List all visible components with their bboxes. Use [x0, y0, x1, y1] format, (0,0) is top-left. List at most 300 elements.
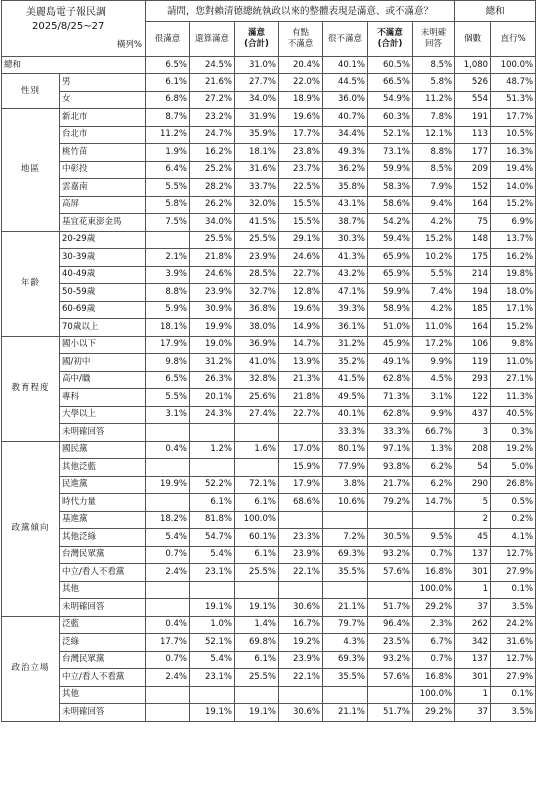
- poll-crosstab-table: [1, 0, 536, 722]
- value-cell: 122: [455, 389, 491, 407]
- value-cell: 36.0%: [323, 91, 368, 109]
- value-cell: 19.1%: [235, 599, 279, 617]
- value-cell: 7.4%: [413, 284, 455, 302]
- value-cell: 15.2%: [491, 319, 536, 337]
- value-cell: 12.7%: [491, 546, 536, 564]
- table-row: [2, 231, 536, 249]
- value-cell: 11.2%: [413, 91, 455, 109]
- row-label: 台灣民眾黨: [60, 651, 146, 669]
- row-label: 泛綠: [60, 634, 146, 652]
- value-cell: 3.5%: [491, 599, 536, 617]
- value-cell: 27.1%: [491, 371, 536, 389]
- value-cell: 301: [455, 564, 491, 582]
- value-cell: 191: [455, 109, 491, 127]
- column-header: 滿意 (合計): [235, 22, 279, 57]
- value-cell: 137: [455, 546, 491, 564]
- value-cell: 15.2%: [491, 196, 536, 214]
- value-cell: 30.5%: [368, 529, 413, 547]
- value-cell: 6.4%: [146, 161, 190, 179]
- value-cell: 25.6%: [235, 389, 279, 407]
- value-cell: 19.1%: [190, 599, 235, 617]
- value-cell: 39.3%: [323, 301, 368, 319]
- value-cell: [279, 511, 323, 529]
- value-cell: 21.7%: [368, 476, 413, 494]
- value-cell: 22.1%: [279, 564, 323, 582]
- value-cell: 41.5%: [323, 371, 368, 389]
- value-cell: 93.8%: [368, 459, 413, 477]
- value-cell: 19.9%: [190, 319, 235, 337]
- value-cell: 6.5%: [146, 371, 190, 389]
- value-cell: 97.1%: [368, 441, 413, 459]
- value-cell: 31.9%: [235, 109, 279, 127]
- value-cell: 25.5%: [235, 669, 279, 687]
- value-cell: 35.5%: [323, 564, 368, 582]
- value-cell: 12.1%: [413, 126, 455, 144]
- value-cell: 1.2%: [190, 441, 235, 459]
- value-cell: 17.9%: [279, 476, 323, 494]
- column-header: 直行%: [491, 22, 536, 57]
- value-cell: 214: [455, 266, 491, 284]
- value-cell: 14.9%: [279, 319, 323, 337]
- value-cell: 0.1%: [491, 581, 536, 599]
- value-cell: [190, 424, 235, 442]
- value-cell: 24.5%: [190, 57, 235, 74]
- title-line1: 美麗島電子報民調: [26, 7, 106, 18]
- value-cell: 27.9%: [491, 669, 536, 687]
- value-cell: 30.6%: [279, 599, 323, 617]
- value-cell: 19.6%: [279, 301, 323, 319]
- value-cell: 14.7%: [279, 336, 323, 354]
- value-cell: 2: [455, 511, 491, 529]
- value-cell: [413, 511, 455, 529]
- value-cell: 17.0%: [279, 441, 323, 459]
- value-cell: 11.0%: [413, 319, 455, 337]
- value-cell: [146, 424, 190, 442]
- column-header: 有點 不滿意: [279, 22, 323, 57]
- value-cell: [190, 686, 235, 704]
- value-cell: 54.7%: [190, 529, 235, 547]
- value-cell: 21.6%: [190, 74, 235, 92]
- column-header: 個數: [455, 22, 491, 57]
- value-cell: 4.1%: [491, 529, 536, 547]
- value-cell: 8.8%: [413, 144, 455, 162]
- value-cell: 58.6%: [368, 196, 413, 214]
- value-cell: 6.2%: [413, 459, 455, 477]
- value-cell: 100.0%: [413, 581, 455, 599]
- value-cell: 0.5%: [491, 494, 536, 512]
- value-cell: 66.5%: [368, 74, 413, 92]
- table-row: [2, 74, 536, 92]
- value-cell: 21.3%: [279, 371, 323, 389]
- value-cell: 29.2%: [413, 599, 455, 617]
- value-cell: 8.8%: [146, 284, 190, 302]
- value-cell: 51.7%: [368, 599, 413, 617]
- value-cell: 11.0%: [491, 354, 536, 372]
- row-label: 時代力量: [60, 494, 146, 512]
- value-cell: 23.7%: [279, 161, 323, 179]
- table-row: [2, 476, 536, 494]
- row-label: 專科: [60, 389, 146, 407]
- value-cell: 16.2%: [491, 249, 536, 267]
- row-label: 大學以上: [60, 406, 146, 424]
- value-cell: 164: [455, 319, 491, 337]
- value-cell: 26.8%: [491, 476, 536, 494]
- value-cell: 6.2%: [413, 476, 455, 494]
- table-row: [2, 266, 536, 284]
- value-cell: 16.7%: [279, 616, 323, 634]
- value-cell: 1: [455, 581, 491, 599]
- title-line2: 2025/8/25~27: [32, 21, 105, 32]
- value-cell: [146, 686, 190, 704]
- table-row: [2, 126, 536, 144]
- value-cell: 5.5%: [413, 266, 455, 284]
- value-cell: 32.8%: [235, 371, 279, 389]
- value-cell: 33.3%: [323, 424, 368, 442]
- value-cell: 52.1%: [190, 634, 235, 652]
- value-cell: [235, 581, 279, 599]
- value-cell: 175: [455, 249, 491, 267]
- row-label: 桃竹苗: [60, 144, 146, 162]
- row-label: 台灣民眾黨: [60, 546, 146, 564]
- value-cell: 13.7%: [491, 231, 536, 249]
- value-cell: 30.6%: [279, 704, 323, 722]
- value-cell: 34.4%: [323, 126, 368, 144]
- value-cell: 10.2%: [413, 249, 455, 267]
- value-cell: 31.2%: [190, 354, 235, 372]
- column-header: 未明確 回答: [413, 22, 455, 57]
- value-cell: 24.6%: [279, 249, 323, 267]
- value-cell: 93.2%: [368, 651, 413, 669]
- value-cell: 293: [455, 371, 491, 389]
- value-cell: 71.3%: [368, 389, 413, 407]
- value-cell: 22.7%: [279, 406, 323, 424]
- value-cell: 6.7%: [413, 634, 455, 652]
- table-row: [2, 179, 536, 197]
- value-cell: 81.8%: [190, 511, 235, 529]
- value-cell: 16.8%: [413, 669, 455, 687]
- value-cell: 208: [455, 441, 491, 459]
- value-cell: 48.7%: [491, 74, 536, 92]
- value-cell: 62.8%: [368, 406, 413, 424]
- value-cell: 32.7%: [235, 284, 279, 302]
- table-row: [2, 284, 536, 302]
- value-cell: 19.2%: [491, 441, 536, 459]
- value-cell: 0.7%: [413, 546, 455, 564]
- value-cell: 290: [455, 476, 491, 494]
- value-cell: 15.9%: [279, 459, 323, 477]
- table-row: [2, 494, 536, 512]
- row-label: 中彰投: [60, 161, 146, 179]
- value-cell: 17.7%: [279, 126, 323, 144]
- value-cell: 36.8%: [235, 301, 279, 319]
- value-cell: 4.3%: [323, 634, 368, 652]
- value-cell: 59.9%: [368, 284, 413, 302]
- table-row: [2, 406, 536, 424]
- value-cell: 4.2%: [413, 214, 455, 232]
- value-cell: 27.4%: [235, 406, 279, 424]
- value-cell: 1.6%: [235, 441, 279, 459]
- value-cell: 7.9%: [413, 179, 455, 197]
- row-label: 女: [60, 91, 146, 109]
- value-cell: 22.7%: [279, 266, 323, 284]
- value-cell: 23.1%: [190, 564, 235, 582]
- value-cell: 6.5%: [146, 57, 190, 74]
- value-cell: 4.5%: [413, 371, 455, 389]
- value-cell: 6.8%: [146, 91, 190, 109]
- value-cell: [146, 459, 190, 477]
- value-cell: 0.4%: [146, 616, 190, 634]
- value-cell: 194: [455, 284, 491, 302]
- value-cell: 44.5%: [323, 74, 368, 92]
- row-label: 其他: [60, 686, 146, 704]
- table-row: [2, 214, 536, 232]
- value-cell: 23.9%: [190, 284, 235, 302]
- value-cell: 0.7%: [146, 546, 190, 564]
- value-cell: 54: [455, 459, 491, 477]
- table-row: [2, 161, 536, 179]
- value-cell: 1.9%: [146, 144, 190, 162]
- value-cell: 26.3%: [190, 371, 235, 389]
- value-cell: 106: [455, 336, 491, 354]
- value-cell: 26.2%: [190, 196, 235, 214]
- value-cell: 16.8%: [413, 564, 455, 582]
- column-header: 很不滿意: [323, 22, 368, 57]
- row-label: 50-59歲: [60, 284, 146, 302]
- value-cell: 0.4%: [146, 441, 190, 459]
- value-cell: 100.0%: [235, 511, 279, 529]
- table-row: [2, 91, 536, 109]
- table-row: [2, 424, 536, 442]
- value-cell: [235, 424, 279, 442]
- value-cell: 6.1%: [235, 546, 279, 564]
- value-cell: 437: [455, 406, 491, 424]
- value-cell: 21.8%: [190, 249, 235, 267]
- value-cell: 17.9%: [146, 336, 190, 354]
- value-cell: [146, 581, 190, 599]
- row-label: 泛藍: [60, 616, 146, 634]
- row-label: 其他泛藍: [60, 459, 146, 477]
- value-cell: 14.7%: [413, 494, 455, 512]
- value-cell: 73.1%: [368, 144, 413, 162]
- value-cell: 18.1%: [146, 319, 190, 337]
- value-cell: 9.8%: [491, 336, 536, 354]
- table-row: [2, 144, 536, 162]
- value-cell: 41.3%: [323, 249, 368, 267]
- value-cell: 34.0%: [190, 214, 235, 232]
- value-cell: 6.1%: [146, 74, 190, 92]
- value-cell: 65.9%: [368, 266, 413, 284]
- value-cell: 18.9%: [279, 91, 323, 109]
- value-cell: [190, 459, 235, 477]
- value-cell: 9.9%: [413, 406, 455, 424]
- table-row: [2, 669, 536, 687]
- value-cell: 54.2%: [368, 214, 413, 232]
- table-row: [2, 651, 536, 669]
- table-row: [2, 196, 536, 214]
- value-cell: 2.4%: [146, 564, 190, 582]
- value-cell: 137: [455, 651, 491, 669]
- value-cell: 0.2%: [491, 511, 536, 529]
- value-cell: 35.5%: [323, 669, 368, 687]
- value-cell: 33.7%: [235, 179, 279, 197]
- value-cell: 6.1%: [235, 651, 279, 669]
- value-cell: 2.1%: [146, 249, 190, 267]
- value-cell: 38.0%: [235, 319, 279, 337]
- value-cell: 23.2%: [190, 109, 235, 127]
- value-cell: 24.3%: [190, 406, 235, 424]
- value-cell: 3.1%: [413, 389, 455, 407]
- value-cell: 93.2%: [368, 546, 413, 564]
- value-cell: 37: [455, 704, 491, 722]
- value-cell: 5.8%: [146, 196, 190, 214]
- group-label: 教育程度: [2, 336, 60, 441]
- value-cell: [279, 581, 323, 599]
- value-cell: 22.0%: [279, 74, 323, 92]
- value-cell: 32.0%: [235, 196, 279, 214]
- row-label: 台北市: [60, 126, 146, 144]
- table-row: [2, 441, 536, 459]
- value-cell: 1.3%: [413, 441, 455, 459]
- value-cell: [146, 494, 190, 512]
- value-cell: 17.1%: [491, 301, 536, 319]
- row-label: 男: [60, 74, 146, 92]
- value-cell: 75: [455, 214, 491, 232]
- value-cell: 43.1%: [323, 196, 368, 214]
- value-cell: 21.1%: [323, 599, 368, 617]
- value-cell: 23.1%: [190, 669, 235, 687]
- value-cell: 0.7%: [146, 651, 190, 669]
- value-cell: 40.7%: [323, 109, 368, 127]
- value-cell: 68.6%: [279, 494, 323, 512]
- total-label: 總和: [2, 57, 146, 74]
- value-cell: 35.8%: [323, 179, 368, 197]
- row-label: 國小以下: [60, 336, 146, 354]
- value-cell: 20.4%: [279, 57, 323, 74]
- value-cell: 20.1%: [190, 389, 235, 407]
- value-cell: 57.6%: [368, 669, 413, 687]
- value-cell: 18.1%: [235, 144, 279, 162]
- value-cell: 35.9%: [235, 126, 279, 144]
- value-cell: 1,080: [455, 57, 491, 74]
- column-header: 很滿意: [146, 22, 190, 57]
- value-cell: 79.2%: [368, 494, 413, 512]
- value-cell: 5.4%: [146, 529, 190, 547]
- value-cell: 57.6%: [368, 564, 413, 582]
- row-label: 高屏: [60, 196, 146, 214]
- value-cell: 52.2%: [190, 476, 235, 494]
- value-cell: 9.5%: [413, 529, 455, 547]
- value-cell: 23.9%: [279, 651, 323, 669]
- value-cell: 60.3%: [368, 109, 413, 127]
- value-cell: 25.5%: [190, 231, 235, 249]
- value-cell: 31.2%: [323, 336, 368, 354]
- value-cell: 5.5%: [146, 179, 190, 197]
- table-row: [2, 459, 536, 477]
- value-cell: 1: [455, 686, 491, 704]
- value-cell: 3.1%: [146, 406, 190, 424]
- table-title-cell: [2, 1, 146, 57]
- table-row: [2, 529, 536, 547]
- value-cell: 79.7%: [323, 616, 368, 634]
- table-row: [2, 319, 536, 337]
- value-cell: 16.3%: [491, 144, 536, 162]
- value-cell: 19.1%: [190, 704, 235, 722]
- value-cell: 60.5%: [368, 57, 413, 74]
- table-row: [2, 599, 536, 617]
- row-label: 國/初中: [60, 354, 146, 372]
- value-cell: 31.6%: [235, 161, 279, 179]
- value-cell: 40.1%: [323, 406, 368, 424]
- value-cell: 22.5%: [279, 179, 323, 197]
- value-cell: 19.4%: [491, 161, 536, 179]
- value-cell: [323, 581, 368, 599]
- value-cell: 24.2%: [491, 616, 536, 634]
- value-cell: 25.5%: [235, 564, 279, 582]
- value-cell: 6.9%: [491, 214, 536, 232]
- value-cell: 41.0%: [235, 354, 279, 372]
- value-cell: 23.8%: [279, 144, 323, 162]
- table-row: [2, 301, 536, 319]
- value-cell: 24.7%: [190, 126, 235, 144]
- value-cell: 301: [455, 669, 491, 687]
- value-cell: 19.8%: [491, 266, 536, 284]
- value-cell: 31.6%: [491, 634, 536, 652]
- total-group-header: 總和: [455, 1, 536, 22]
- value-cell: 21.1%: [323, 704, 368, 722]
- value-cell: [279, 686, 323, 704]
- value-cell: 5.8%: [413, 74, 455, 92]
- value-cell: 29.1%: [279, 231, 323, 249]
- value-cell: 5.4%: [190, 546, 235, 564]
- value-cell: 49.1%: [368, 354, 413, 372]
- row-label: 未明確回答: [60, 599, 146, 617]
- row-label: 中立/看人不看黨: [60, 669, 146, 687]
- value-cell: [323, 686, 368, 704]
- value-cell: 36.2%: [323, 161, 368, 179]
- value-cell: 16.2%: [190, 144, 235, 162]
- value-cell: 10.6%: [323, 494, 368, 512]
- value-cell: 1.4%: [235, 616, 279, 634]
- row-label: 中立/看人不看黨: [60, 564, 146, 582]
- value-cell: 342: [455, 634, 491, 652]
- row-label: 未明確回答: [60, 704, 146, 722]
- value-cell: [368, 511, 413, 529]
- value-cell: 11.2%: [146, 126, 190, 144]
- survey-question: 請問，您對賴清德總統執政以來的整體表現是滿意、或不滿意？: [146, 1, 455, 22]
- value-cell: 19.1%: [235, 704, 279, 722]
- value-cell: 18.2%: [146, 511, 190, 529]
- row-label: 雲嘉南: [60, 179, 146, 197]
- row-label: 其他: [60, 581, 146, 599]
- value-cell: 6.1%: [190, 494, 235, 512]
- value-cell: 0.1%: [491, 686, 536, 704]
- value-cell: 5.9%: [146, 301, 190, 319]
- value-cell: 8.7%: [146, 109, 190, 127]
- value-cell: 15.5%: [279, 214, 323, 232]
- value-cell: 5.5%: [146, 389, 190, 407]
- value-cell: 19.0%: [190, 336, 235, 354]
- value-cell: [235, 459, 279, 477]
- value-cell: 262: [455, 616, 491, 634]
- value-cell: 27.7%: [235, 74, 279, 92]
- value-cell: 58.3%: [368, 179, 413, 197]
- table-row: [2, 704, 536, 722]
- value-cell: 30.3%: [323, 231, 368, 249]
- table-row: [2, 354, 536, 372]
- value-cell: 47.1%: [323, 284, 368, 302]
- value-cell: [368, 686, 413, 704]
- value-cell: 18.0%: [491, 284, 536, 302]
